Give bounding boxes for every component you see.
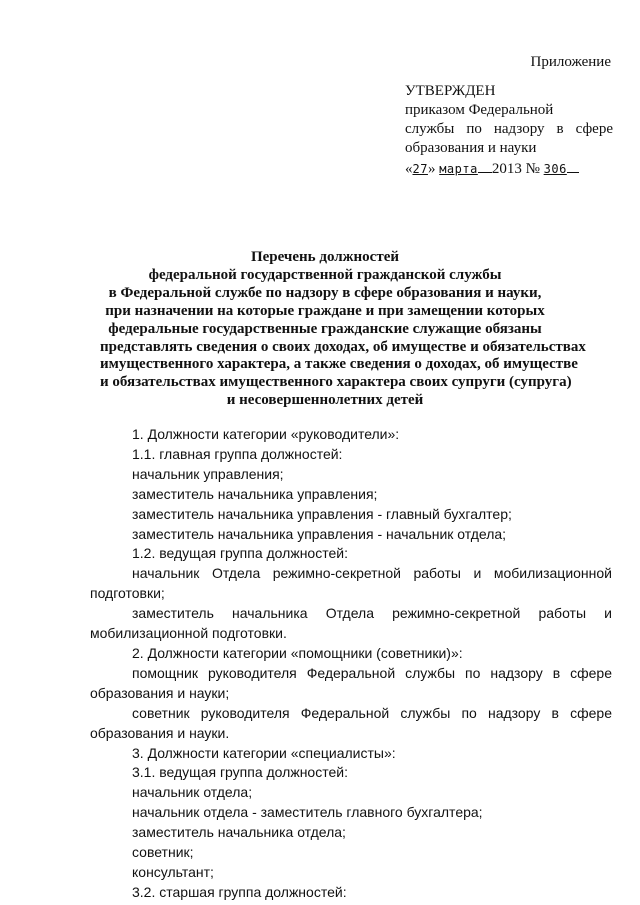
list-item: заместитель начальника Отдела режимно-секретной работы и мобилизационной подготовки. [90, 605, 612, 642]
list-item: заместитель начальника отдела; [132, 824, 346, 841]
title-line: представлять сведения о своих доходах, об имуществе и обязательствах [100, 338, 586, 355]
number-blank [567, 158, 579, 173]
date-close-quote: » [427, 161, 436, 177]
order-line-2: службы по надзору в сфере [405, 121, 613, 137]
order-line-3: образования и науки [405, 140, 537, 156]
list-item: начальник Отдела режимно-секретной работы и мобилизационной подготовки; [90, 565, 612, 602]
title-line: Перечень должностей [250, 249, 400, 265]
title-line: и обязательствах имущественного характера своих супруги (супруга) [100, 374, 572, 391]
title-line: федеральной государственной гражданской службы [148, 266, 502, 283]
title-line: при назначении на которые граждане и при замещении которых [105, 302, 545, 319]
list-item: 1.1. главная группа должностей: [132, 445, 343, 462]
list-item: заместитель начальника управления - начальник отдела; [132, 525, 507, 542]
title-line: федеральные государственные гражданские служащие обязаны [108, 320, 542, 337]
annex-label: Приложение [530, 54, 611, 70]
list-item: помощник руководителя Федеральной службы по надзору в сфере образования и науки; [90, 664, 612, 701]
positions-list [90, 425, 612, 903]
date-blank [478, 158, 492, 173]
title-line: в Федеральной службе по надзору в сфере образования и науки, [108, 284, 542, 301]
list-item: 3. Должности категории «специалисты»: [132, 744, 396, 761]
document-title [100, 249, 586, 410]
list-item: 1.2. ведущая группа должностей: [132, 545, 348, 562]
list-item: 3.1. ведущая группа должностей: [132, 764, 348, 781]
title-line: имущественного характера, а также сведения о доходах, об имуществе [100, 356, 578, 373]
list-item: советник; [132, 844, 194, 861]
order-line-1: приказом Федеральной [405, 102, 554, 118]
approved-heading: УТВЕРЖДЕН [405, 83, 496, 99]
list-item: начальник отдела - заместитель главного бухгалтера; [132, 804, 483, 821]
list-item: консультант; [132, 863, 214, 880]
list-item: начальник управления; [132, 465, 284, 482]
date-year: 2013 № [491, 161, 540, 177]
date-month: марта [439, 162, 478, 176]
approval-stamp [405, 82, 613, 179]
list-item: заместитель начальника управления; [132, 485, 378, 502]
order-date-line [405, 158, 613, 179]
list-item: 2. Должности категории «помощники (советники)»: [132, 644, 463, 661]
title-line: и несовершеннолетних детей [226, 392, 424, 409]
list-item: 1. Должности категории «руководители»: [132, 426, 400, 442]
date-day: 27 [412, 162, 428, 176]
order-number: 306 [543, 162, 567, 176]
list-item: 3.2. старшая группа должностей: [132, 883, 347, 900]
list-item: заместитель начальника управления - главный бухгалтер; [132, 505, 512, 522]
list-item: советник руководителя Федеральной службы по надзору в сфере образования и науки. [90, 704, 612, 741]
list-item: начальник отдела; [132, 784, 253, 801]
date-open-quote: « [405, 161, 413, 177]
